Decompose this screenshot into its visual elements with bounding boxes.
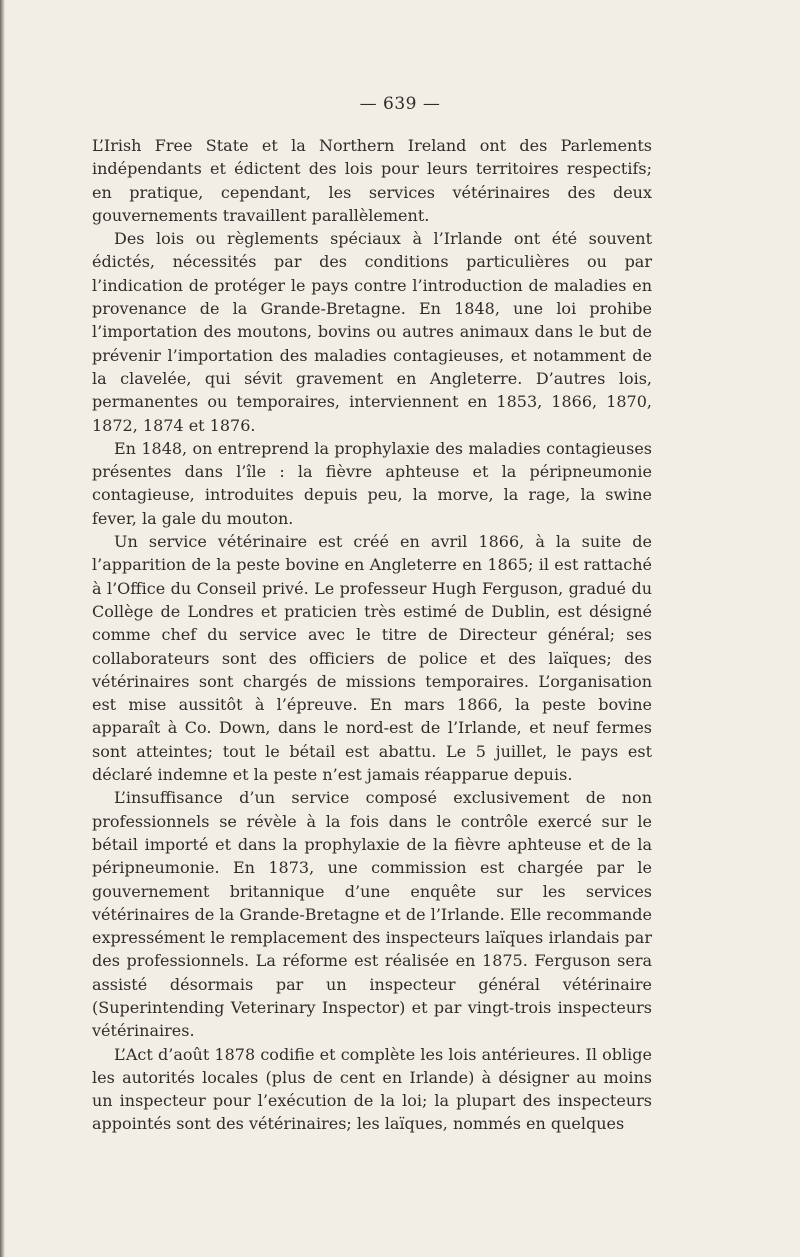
- paragraph: Un service vétérinaire est créé en avril 1866, à la suite de l’apparition de la peste bovine en Angleterre en 1865; il est rattaché à l’Office du Conseil privé. Le professeur Hugh Ferguson, gradué du Collège de Londres et praticien très estimé de Dublin, est désigné comme chef du service avec le titre de Directeur général; ses collaborateurs sont des officiers de police et des laïques; des vétérinaires sont chargés de missions temporaires. L’organisation est mise aussitôt à l’épreuve. En mars 1866, la peste bovine apparaît à Co. Down, dans le nord-est de l’Irlande, et neuf fermes sont atteintes; tout le bétail est abattu. Le 5 juillet, le pays est déclaré indemne et la peste n’est jamais réapparue depuis.: [92, 532, 652, 785]
- paragraph: En 1848, on entreprend la prophylaxie des maladies contagieuses présentes dans l’île : la fièvre aphteuse et la péripneumonie contagieuse, introduites depuis peu, la morve, la rage, la swine fever, la gale du mouton.: [92, 438, 652, 528]
- page-number: — 639 —: [359, 94, 441, 114]
- body-text: [92, 134, 652, 1136]
- paragraph: Des lois ou règlements spéciaux à l’Irlande ont été souvent édictés, nécessités par des conditions particulières ou par l’indication de protéger le pays contre l’introduction de maladies en provenance de la Grande-Bretagne. En 1848, une loi prohibe l’importation des moutons, bovins ou autres animaux dans le but de prévenir l’importation des maladies contagieuses, et notamment de la clavelée, qui sévit gravement en Angleterre. D’autres lois, permanentes ou temporaires, interviennent en 1853, 1866, 1870, 1872, 1874 et 1876.: [92, 229, 652, 435]
- paragraph: L’Irish Free State et la Northern Ireland ont des Parlements indépendants et édictent des lois pour leurs territoires respectifs; en pratique, cependant, les services vétérinaires des deux gouvernements travaillent parallèlement.: [92, 136, 652, 225]
- paragraph: L’Act d’août 1878 codifie et complète les lois antérieures. Il oblige les autorités locales (plus de cent en Irlande) à désigner au moins un inspecteur pour l’exécution de la loi; la plupart des inspecteurs appointés sont des vétérinaires; les laïques, nommés en quelques: [92, 1044, 652, 1134]
- page-binding-edge: [0, 0, 5, 1257]
- paragraph: L’insuffisance d’un service composé exclusivement de non professionnels se révèle à la fois dans le contrôle exercé sur le bétail importé et dans la prophylaxie de la fièvre aphteuse et de la péripneumonie. En 1873, une commission est chargée par le gouvernement britannique d’une enquête sur les services vétérinaires de la Grande-Bretagne et de l’Irlande. Elle recommande expressément le remplacement des inspecteurs laïques irlandais par des professionnels. La réforme est réalisée en 1875. Ferguson sera assisté désormais par un inspecteur général vétérinaire (Superintending Veterinary Inspector) et par vingt-trois inspecteurs vétérinaires.: [92, 788, 652, 1041]
